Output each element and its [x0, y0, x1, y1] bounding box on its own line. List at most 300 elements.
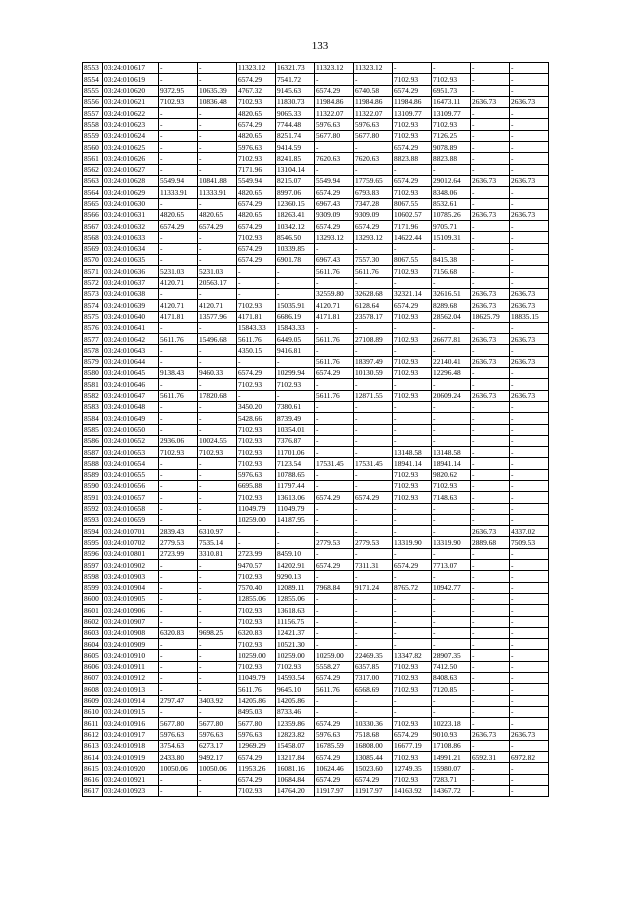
value-cell: - [315, 345, 354, 356]
value-cell: 7968.84 [315, 582, 354, 593]
table-row [83, 548, 549, 559]
value-cell: - [471, 221, 510, 232]
value-cell: - [198, 571, 237, 582]
value-cell: 7102.93 [432, 74, 471, 85]
value-cell: - [471, 492, 510, 503]
value-cell: 2636.73 [471, 209, 510, 220]
value-cell: 22140.41 [432, 356, 471, 367]
value-cell: 6574.29 [393, 142, 432, 153]
value-cell: 7102.93 [393, 673, 432, 684]
value-cell: - [510, 548, 549, 559]
value-cell: 5976.63 [354, 119, 393, 130]
value-cell: 29012.64 [432, 175, 471, 186]
value-cell: 5428.66 [237, 413, 276, 424]
row-index-cell: 8592 [83, 503, 103, 514]
code-cell: 03:24:010634 [103, 243, 159, 254]
value-cell: 2636.73 [510, 729, 549, 740]
code-cell: 03:24:010626 [103, 153, 159, 164]
code-cell: 03:24:010645 [103, 368, 159, 379]
value-cell: - [198, 582, 237, 593]
row-index-cell: 8606 [83, 661, 103, 672]
value-cell: - [471, 605, 510, 616]
code-cell: 03:24:010620 [103, 85, 159, 96]
value-cell: - [510, 187, 549, 198]
value-cell: - [159, 650, 198, 661]
value-cell: - [510, 164, 549, 175]
code-cell: 03:24:010623 [103, 119, 159, 130]
value-cell: - [198, 401, 237, 412]
value-cell: - [315, 593, 354, 604]
value-cell: - [159, 458, 198, 469]
value-cell: 10684.84 [276, 774, 315, 785]
row-index-cell: 8603 [83, 627, 103, 638]
row-index-cell: 8556 [83, 96, 103, 107]
value-cell: - [159, 345, 198, 356]
value-cell: 23578.17 [354, 311, 393, 322]
code-cell: 03:24:010912 [103, 673, 159, 684]
row-index-cell: 8604 [83, 639, 103, 650]
row-index-cell: 8615 [83, 763, 103, 774]
value-cell: - [354, 593, 393, 604]
value-cell: - [471, 153, 510, 164]
value-cell: - [510, 198, 549, 209]
value-cell: - [471, 368, 510, 379]
value-cell: 5611.76 [354, 266, 393, 277]
value-cell: - [354, 345, 393, 356]
value-cell: 7311.31 [354, 560, 393, 571]
table-row [83, 266, 549, 277]
value-cell: 9145.63 [276, 85, 315, 96]
value-cell: 6310.97 [198, 526, 237, 537]
value-cell: - [276, 356, 315, 367]
value-cell: - [315, 616, 354, 627]
value-cell: 10785.26 [432, 209, 471, 220]
value-cell: - [276, 537, 315, 548]
row-index-cell: 8612 [83, 729, 103, 740]
value-cell: 6967.43 [315, 198, 354, 209]
value-cell: - [471, 119, 510, 130]
value-cell: - [354, 695, 393, 706]
value-cell: 4171.81 [159, 311, 198, 322]
code-cell: 03:24:010646 [103, 379, 159, 390]
row-index-cell: 8558 [83, 119, 103, 130]
value-cell: - [315, 480, 354, 491]
value-cell: - [315, 571, 354, 582]
value-cell: - [354, 639, 393, 650]
value-cell: 7102.93 [237, 447, 276, 458]
value-cell: 11984.86 [354, 96, 393, 107]
code-cell: 03:24:010701 [103, 526, 159, 537]
value-cell: - [432, 63, 471, 74]
value-cell: 11322.07 [354, 108, 393, 119]
code-cell: 03:24:010627 [103, 164, 159, 175]
value-cell: - [393, 424, 432, 435]
value-cell: - [471, 413, 510, 424]
value-cell: - [159, 605, 198, 616]
table-row [83, 514, 549, 525]
value-cell: - [276, 288, 315, 299]
value-cell: 11830.73 [276, 96, 315, 107]
value-cell: 11953.26 [237, 763, 276, 774]
value-cell: 6574.29 [315, 774, 354, 785]
value-cell: - [510, 673, 549, 684]
code-cell: 03:24:010639 [103, 300, 159, 311]
code-cell: 03:24:010655 [103, 469, 159, 480]
table-row [83, 322, 549, 333]
value-cell: - [159, 322, 198, 333]
row-index-cell: 8598 [83, 571, 103, 582]
value-cell: - [432, 345, 471, 356]
value-cell: 6574.29 [393, 300, 432, 311]
value-cell: - [432, 639, 471, 650]
value-cell: 2636.73 [471, 334, 510, 345]
row-index-cell: 8611 [83, 718, 103, 729]
value-cell: - [198, 63, 237, 74]
value-cell: - [198, 480, 237, 491]
value-cell: 5611.76 [159, 334, 198, 345]
value-cell: 2779.53 [354, 537, 393, 548]
row-index-cell: 8601 [83, 605, 103, 616]
value-cell: 6574.29 [237, 368, 276, 379]
value-cell: - [354, 424, 393, 435]
value-cell: 2797.47 [159, 695, 198, 706]
value-cell: 5976.63 [237, 469, 276, 480]
row-index-cell: 8616 [83, 774, 103, 785]
value-cell: - [159, 503, 198, 514]
value-cell: 7376.87 [276, 435, 315, 446]
row-index-cell: 8607 [83, 673, 103, 684]
value-cell: 27108.89 [354, 334, 393, 345]
value-cell: 2636.73 [510, 300, 549, 311]
value-cell: - [432, 593, 471, 604]
value-cell: - [315, 413, 354, 424]
value-cell: 2636.73 [471, 96, 510, 107]
value-cell: 6574.29 [354, 492, 393, 503]
value-cell: - [354, 243, 393, 254]
row-index-cell: 8613 [83, 740, 103, 751]
value-cell: - [159, 639, 198, 650]
value-cell: - [471, 63, 510, 74]
value-cell: 6320.83 [159, 627, 198, 638]
value-cell: - [159, 153, 198, 164]
value-cell: - [315, 424, 354, 435]
value-cell: 7102.93 [198, 447, 237, 458]
value-cell: - [432, 514, 471, 525]
value-cell: 15843.33 [237, 322, 276, 333]
value-cell: - [198, 492, 237, 503]
value-cell: 8733.46 [276, 706, 315, 717]
value-cell: - [432, 379, 471, 390]
value-cell: 7570.40 [237, 582, 276, 593]
value-cell: - [471, 763, 510, 774]
value-cell: - [510, 786, 549, 797]
code-cell: 03:24:010702 [103, 537, 159, 548]
row-index-cell: 8610 [83, 706, 103, 717]
value-cell: - [354, 514, 393, 525]
value-cell: 6449.05 [276, 334, 315, 345]
value-cell: 6574.29 [237, 119, 276, 130]
value-cell: 9078.89 [432, 142, 471, 153]
value-cell: 5677.80 [159, 718, 198, 729]
value-cell: 6128.64 [354, 300, 393, 311]
value-cell: 7102.93 [237, 605, 276, 616]
row-index-cell: 8573 [83, 288, 103, 299]
value-cell: - [354, 413, 393, 424]
table-row [83, 763, 549, 774]
value-cell: 5611.76 [315, 684, 354, 695]
value-cell: 6574.29 [198, 221, 237, 232]
value-cell: - [432, 526, 471, 537]
code-cell: 03:24:010630 [103, 198, 159, 209]
value-cell: 4820.65 [237, 130, 276, 141]
value-cell: - [471, 571, 510, 582]
row-index-cell: 8582 [83, 390, 103, 401]
table-row [83, 379, 549, 390]
value-cell: 7102.93 [237, 639, 276, 650]
value-cell: 7102.93 [393, 74, 432, 85]
value-cell: - [510, 706, 549, 717]
value-cell: 14367.72 [432, 786, 471, 797]
value-cell: 9492.17 [198, 752, 237, 763]
value-cell: 10259.00 [276, 650, 315, 661]
value-cell: 15496.68 [198, 334, 237, 345]
code-cell: 03:24:010622 [103, 108, 159, 119]
value-cell: 7102.93 [393, 130, 432, 141]
table-row [83, 142, 549, 153]
row-index-cell: 8609 [83, 695, 103, 706]
value-cell: - [471, 164, 510, 175]
value-cell: - [471, 695, 510, 706]
value-cell: 7102.93 [432, 119, 471, 130]
value-cell: - [393, 526, 432, 537]
value-cell: - [432, 424, 471, 435]
value-cell: 5677.80 [237, 718, 276, 729]
value-cell: - [159, 74, 198, 85]
row-index-cell: 8600 [83, 593, 103, 604]
value-cell: 9645.10 [276, 684, 315, 695]
table-row [83, 232, 549, 243]
value-cell: 6793.83 [354, 187, 393, 198]
value-cell: 7317.00 [354, 673, 393, 684]
value-cell: 16473.11 [432, 96, 471, 107]
value-cell: - [510, 322, 549, 333]
value-cell: 2936.06 [159, 435, 198, 446]
value-cell: 18263.41 [276, 209, 315, 220]
value-cell: - [198, 684, 237, 695]
value-cell: 6574.29 [315, 673, 354, 684]
value-cell: 13293.12 [354, 232, 393, 243]
table-row [83, 605, 549, 616]
value-cell: 13618.63 [276, 605, 315, 616]
value-cell: 13293.12 [315, 232, 354, 243]
value-cell: - [510, 221, 549, 232]
value-cell: - [393, 63, 432, 74]
value-cell: 17759.65 [354, 175, 393, 186]
value-cell: 11701.06 [276, 447, 315, 458]
value-cell: - [471, 593, 510, 604]
value-cell: 2779.53 [315, 537, 354, 548]
value-cell: - [159, 706, 198, 717]
value-cell: 7102.93 [393, 119, 432, 130]
value-cell: - [159, 142, 198, 153]
value-cell: - [198, 560, 237, 571]
code-cell: 03:24:010659 [103, 514, 159, 525]
code-cell: 03:24:010913 [103, 684, 159, 695]
value-cell: 4820.65 [237, 108, 276, 119]
value-cell: 2723.99 [237, 548, 276, 559]
code-cell: 03:24:010903 [103, 571, 159, 582]
value-cell: 9698.25 [198, 627, 237, 638]
value-cell: 8997.06 [276, 187, 315, 198]
table-row [83, 582, 549, 593]
value-cell: - [159, 514, 198, 525]
value-cell: 17820.68 [198, 390, 237, 401]
value-cell: 10299.94 [276, 368, 315, 379]
value-cell: 12421.37 [276, 627, 315, 638]
code-cell: 03:24:010653 [103, 447, 159, 458]
value-cell: - [198, 288, 237, 299]
table-row [83, 435, 549, 446]
value-cell: 6574.29 [237, 752, 276, 763]
value-cell: 3450.20 [237, 401, 276, 412]
value-cell: 7102.93 [237, 96, 276, 107]
value-cell: - [510, 232, 549, 243]
table-row [83, 175, 549, 186]
value-cell: 2636.73 [510, 334, 549, 345]
value-cell: - [354, 480, 393, 491]
table-row [83, 740, 549, 751]
value-cell: 28907.35 [432, 650, 471, 661]
value-cell: 5976.63 [237, 142, 276, 153]
value-cell: 7102.93 [237, 153, 276, 164]
row-index-cell: 8584 [83, 413, 103, 424]
value-cell: - [198, 119, 237, 130]
value-cell: 5611.76 [159, 390, 198, 401]
value-cell: - [510, 401, 549, 412]
value-cell: 12360.15 [276, 198, 315, 209]
value-cell: - [159, 63, 198, 74]
value-cell: - [276, 390, 315, 401]
value-cell: - [354, 74, 393, 85]
value-cell: 32616.51 [432, 288, 471, 299]
row-index-cell: 8585 [83, 424, 103, 435]
row-index-cell: 8608 [83, 684, 103, 695]
row-index-cell: 8581 [83, 379, 103, 390]
row-index-cell: 8574 [83, 300, 103, 311]
value-cell: - [315, 695, 354, 706]
table-row [83, 447, 549, 458]
value-cell: 10635.39 [198, 85, 237, 96]
code-cell: 03:24:010657 [103, 492, 159, 503]
code-cell: 03:24:010625 [103, 142, 159, 153]
row-index-cell: 8579 [83, 356, 103, 367]
value-cell: 8495.03 [237, 706, 276, 717]
value-cell: - [432, 322, 471, 333]
value-cell: - [471, 480, 510, 491]
row-index-cell: 8566 [83, 209, 103, 220]
value-cell: - [198, 424, 237, 435]
table-row [83, 673, 549, 684]
value-cell: 6574.29 [237, 198, 276, 209]
table-row [83, 526, 549, 537]
value-cell: - [510, 616, 549, 627]
table-row [83, 503, 549, 514]
value-cell: - [510, 514, 549, 525]
value-cell: - [393, 616, 432, 627]
value-cell: 8823.88 [432, 153, 471, 164]
code-cell: 03:24:010629 [103, 187, 159, 198]
value-cell: - [471, 243, 510, 254]
value-cell: - [471, 774, 510, 785]
value-cell: - [198, 153, 237, 164]
value-cell: 9820.62 [432, 469, 471, 480]
value-cell: 7102.93 [276, 661, 315, 672]
value-cell: - [159, 492, 198, 503]
value-cell: - [471, 560, 510, 571]
value-cell: - [471, 718, 510, 729]
row-index-cell: 8590 [83, 480, 103, 491]
value-cell: 5976.63 [315, 119, 354, 130]
value-cell: 10521.30 [276, 639, 315, 650]
value-cell: 3754.63 [159, 740, 198, 751]
value-cell: - [354, 627, 393, 638]
value-cell: 7102.93 [237, 571, 276, 582]
value-cell: 7102.93 [237, 786, 276, 797]
value-cell: 9138.43 [159, 368, 198, 379]
value-cell: - [471, 447, 510, 458]
value-cell: - [354, 548, 393, 559]
table-body [83, 63, 549, 797]
value-cell: - [471, 458, 510, 469]
value-cell: 7347.28 [354, 198, 393, 209]
value-cell: - [237, 288, 276, 299]
value-cell: 6574.29 [237, 774, 276, 785]
value-cell: 13148.58 [432, 447, 471, 458]
table-row [83, 368, 549, 379]
value-cell: 13109.77 [393, 108, 432, 119]
value-cell: - [315, 74, 354, 85]
value-cell: 18625.79 [471, 311, 510, 322]
value-cell: - [471, 187, 510, 198]
value-cell: 7509.53 [510, 537, 549, 548]
table-row [83, 458, 549, 469]
value-cell: 2636.73 [510, 96, 549, 107]
value-cell: - [315, 401, 354, 412]
value-cell: 15023.60 [354, 763, 393, 774]
value-cell: - [510, 639, 549, 650]
code-cell: 03:24:010631 [103, 209, 159, 220]
value-cell: - [471, 322, 510, 333]
value-cell: - [471, 661, 510, 672]
value-cell: 5677.80 [315, 130, 354, 141]
value-cell: - [237, 390, 276, 401]
value-cell: - [159, 684, 198, 695]
value-cell: 9470.57 [237, 560, 276, 571]
code-cell: 03:24:010650 [103, 424, 159, 435]
value-cell: 9414.59 [276, 142, 315, 153]
value-cell: 14593.54 [276, 673, 315, 684]
value-cell: 10330.36 [354, 718, 393, 729]
value-cell: - [198, 74, 237, 85]
value-cell: - [471, 435, 510, 446]
code-cell: 03:24:010649 [103, 413, 159, 424]
value-cell: 18397.49 [354, 356, 393, 367]
value-cell: - [432, 605, 471, 616]
value-cell: - [198, 322, 237, 333]
value-cell: - [471, 639, 510, 650]
value-cell: 5611.76 [315, 356, 354, 367]
value-cell: 9705.71 [432, 221, 471, 232]
